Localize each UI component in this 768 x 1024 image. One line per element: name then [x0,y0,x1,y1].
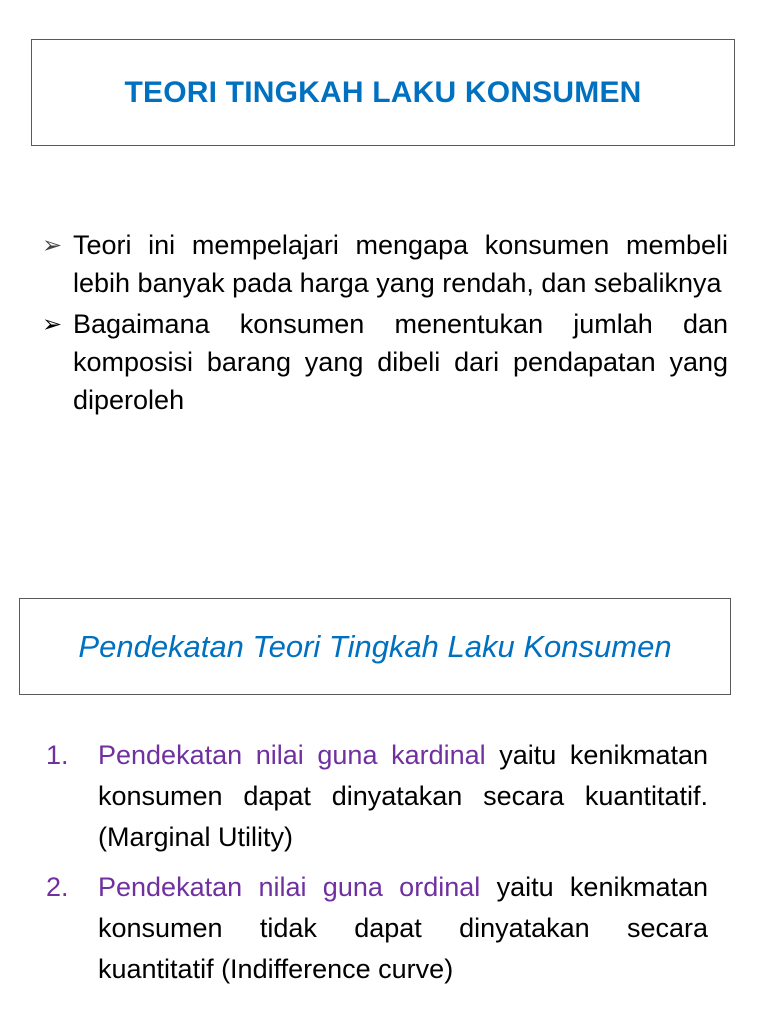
subtitle-box [19,598,731,695]
bullet-item [42,305,728,419]
section-subtitle: Pendekatan Teori Tingkah Laku Konsumen [78,628,672,664]
approach-name: Pendekatan nilai guna kardinal [98,740,486,770]
arrow-bullet-icon: ➢ [42,232,63,259]
approach-description: yaitu kenikmatan konsumen tidak dapat dinyatakan secara kuantitatif (Indifference curve) [98,872,709,984]
bullet-text: Teori ini mempelajari mengapa konsumen membeli lebih banyak pada harga yang rendah, dan sebaliknya [73,230,728,298]
bullet-item [42,226,728,302]
approach-description: yaitu kenikmatan konsumen dapat dinyatakan secara kuantitatif. (Marginal Utility) [98,740,708,852]
bullet-text: Bagaimana konsumen menentukan jumlah dan komposisi barang yang dibeli dari pendapatan yang diperoleh [73,309,728,415]
page-title: TEORI TINGKAH LAKU KONSUMEN [124,75,642,109]
arrow-bullet-icon: ➢ [42,311,63,338]
item-number: 2. [46,872,69,902]
bullet-list [42,226,728,422]
approach-name: Pendekatan nilai guna ordinal [98,872,481,902]
title-box [31,39,735,146]
approach-list [46,735,708,999]
approach-item [46,735,708,858]
approach-item [46,867,708,990]
item-number: 1. [46,740,69,770]
